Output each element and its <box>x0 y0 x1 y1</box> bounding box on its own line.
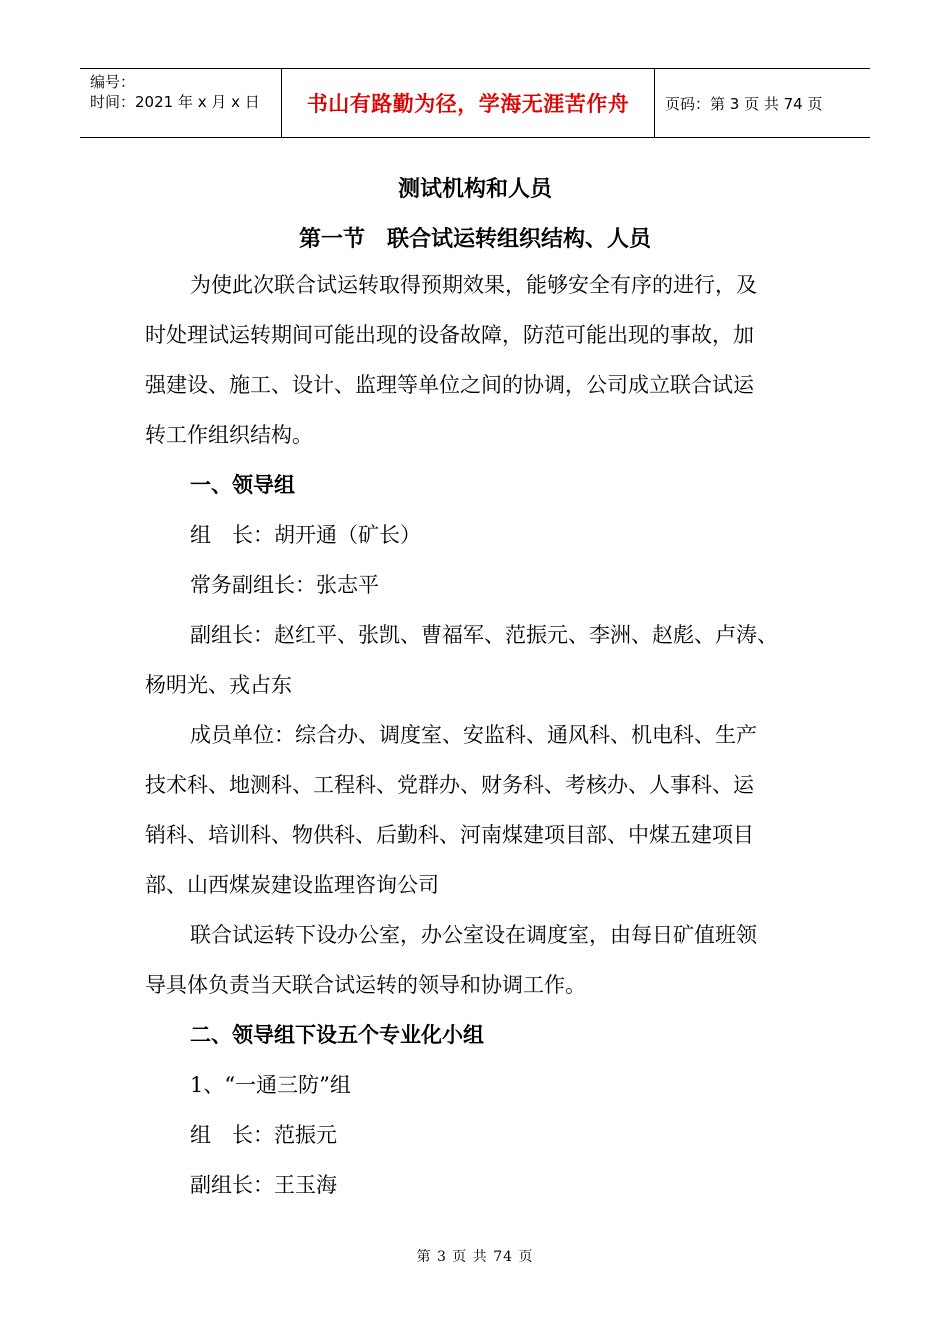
date-label: 时间：2021 年 x 月 x 日 <box>90 93 260 111</box>
paragraph-line: 联合试运转下设办公室，办公室设在调度室，由每日矿值班领 <box>190 923 757 947</box>
paragraph-line: 技术科、地测科、工程科、党群办、财务科、考核办、人事科、运 <box>145 773 754 797</box>
page-header <box>80 68 870 138</box>
paragraph-line: 组 长：范振元 <box>190 1123 337 1147</box>
paragraph-line: 副组长：王玉海 <box>190 1173 337 1197</box>
paragraph-line: 导具体负责当天联合试运转的领导和协调工作。 <box>145 973 586 997</box>
paragraph-line: 成员单位：综合办、调度室、安监科、通风科、机电科、生产 <box>190 723 757 747</box>
paragraph-line: 强建设、施工、设计、监理等单位之间的协调，公司成立联合试运 <box>145 373 754 397</box>
paragraph-line: 副组长：赵红平、张凯、曹福军、范振元、李洲、赵彪、卢涛、 <box>190 623 778 647</box>
heading-leadership: 一、领导组 <box>190 473 295 497</box>
page-footer: 第 3 页 共 74 页 <box>416 1249 534 1265</box>
paragraph-line: 部、山西煤炭建设监理咨询公司 <box>145 873 439 897</box>
number-label: 编号： <box>90 73 136 91</box>
paragraph-line: 转工作组织结构。 <box>145 423 313 447</box>
paragraph-line: 1、“一通三防”组 <box>190 1073 351 1097</box>
heading-subgroups: 二、领导组下设五个专业化小组 <box>190 1023 484 1047</box>
doc-title: 测试机构和人员 <box>397 177 552 202</box>
paragraph-line: 常务副组长：张志平 <box>190 573 379 597</box>
paragraph-line: 为使此次联合试运转取得预期效果，能够安全有序的进行，及 <box>190 273 757 297</box>
section-title: 第一节 联合试运转组织结构、人员 <box>298 227 651 252</box>
header-meta <box>80 69 282 137</box>
paragraph-line: 杨明光、戎占东 <box>145 673 292 697</box>
header-motto: 书山有路勤为径，学海无涯苦作舟 <box>282 69 655 137</box>
paragraph-line: 时处理试运转期间可能出现的设备故障，防范可能出现的事故，加 <box>145 323 754 347</box>
header-page-info: 页码：第 3 页 共 74 页 <box>665 94 823 113</box>
paragraph-line: 销科、培训科、物供科、后勤科、河南煤建项目部、中煤五建项目 <box>145 823 754 847</box>
paragraph-line: 组 长：胡开通（矿长） <box>190 523 421 547</box>
